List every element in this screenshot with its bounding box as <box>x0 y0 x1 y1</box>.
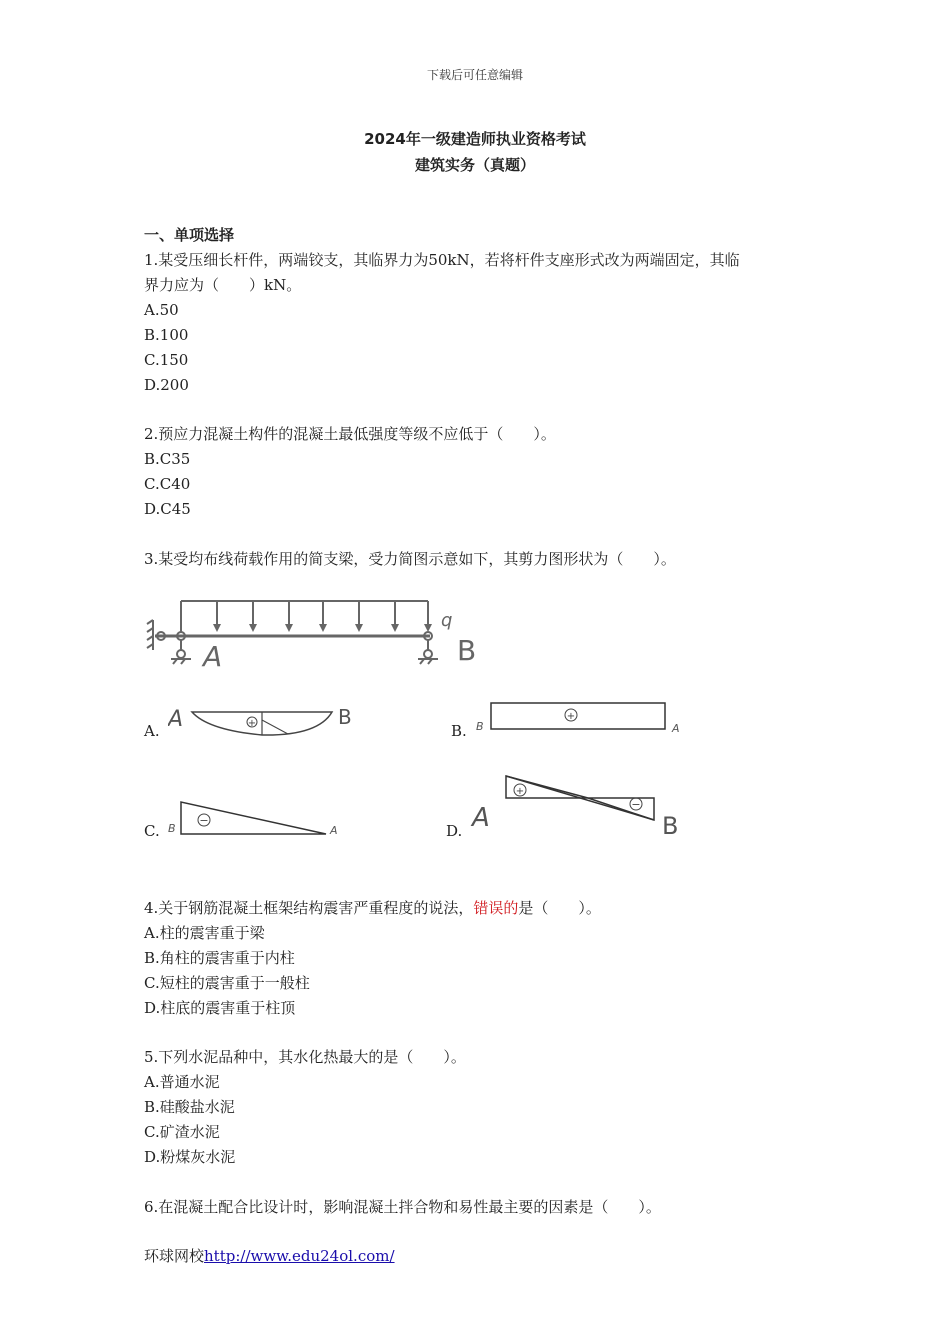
support-label-a: A <box>203 640 223 668</box>
diagram-c-left-label: B <box>168 822 176 835</box>
footer-link[interactable]: http://www.edu24ol.com/ <box>204 1247 395 1265</box>
diagram-c-right-label: A <box>330 824 338 837</box>
diagram-b-right-label: A <box>672 722 680 735</box>
q4-stem-after: 是（ ）。 <box>518 899 601 917</box>
q4-stem-before: 4.关于钢筋混凝土框架结构震害严重程度的说法， <box>144 899 474 917</box>
q3-option-a-label: A. <box>144 722 160 740</box>
q5-stem: 5.下列水泥品种中，其水化热最大的是（ ）。 <box>144 1048 466 1066</box>
q2-option-d: D.C45 <box>144 500 191 518</box>
q3-option-c-label: C. <box>144 822 160 840</box>
section-title: 一、单项选择 <box>144 226 235 244</box>
diagram-a-sign: + <box>247 718 257 729</box>
q1-option-b: B.100 <box>144 326 189 344</box>
shear-diagram-b <box>474 698 689 740</box>
q2-option-c: C.C40 <box>144 475 191 493</box>
q4-option-b: B.角柱的震害重于内柱 <box>144 949 295 967</box>
support-label-b: B <box>457 634 477 667</box>
shear-diagram-c <box>166 798 346 840</box>
q4-option-c: C.短柱的震害重于一般柱 <box>144 974 310 992</box>
q3-option-b-label: B. <box>451 722 467 740</box>
q5-option-d: D.粉煤灰水泥 <box>144 1148 236 1166</box>
q2-option-b: B.C35 <box>144 450 191 468</box>
q5-option-b: B.硅酸盐水泥 <box>144 1098 235 1116</box>
q4-stem-highlight: 错误的 <box>473 899 519 917</box>
exam-subtitle: 建筑实务（真题） <box>414 156 535 174</box>
q4-option-d: D.柱底的震害重于柱顶 <box>144 999 296 1017</box>
q3-stem: 3.某受均布线荷载作用的简支梁，受力简图示意如下，其剪力图形状为（ ）。 <box>144 550 676 568</box>
q1-option-d: D.200 <box>144 376 189 394</box>
header-note: 下载后可任意编辑 <box>426 68 523 82</box>
q5-option-c: C.矿渣水泥 <box>144 1123 220 1141</box>
diagram-d-right-label: B <box>662 812 679 840</box>
q6-stem: 6.在混凝土配合比设计时，影响混凝土拌合物和易性最主要的因素是（ ）。 <box>144 1198 661 1216</box>
shear-diagram-d <box>470 768 690 840</box>
beam-diagram <box>145 592 495 668</box>
diagram-a-left-label: A <box>168 707 184 732</box>
q1-stem-line2: 界力应为（ ）kN。 <box>144 276 302 294</box>
q4-stem <box>144 896 601 921</box>
q1-stem-line1: 1.某受压细长杆件，两端铰支，其临界力为50kN，若将杆件支座形式改为两端固定，其临 <box>144 251 740 269</box>
q1-option-a: A.50 <box>144 301 179 319</box>
diagram-c-sign: − <box>199 814 209 827</box>
q4-option-a: A.柱的震害重于梁 <box>144 924 265 942</box>
footer <box>144 1244 395 1269</box>
diagram-b-left-label: B <box>476 720 484 733</box>
q2-stem: 2.预应力混凝土构件的混凝土最低强度等级不应低于（ ）。 <box>144 425 556 443</box>
diagram-b-sign: + <box>566 711 576 722</box>
diagram-d-left-label: A <box>472 803 490 833</box>
diagram-a-right-label: B <box>338 705 352 729</box>
diagram-d-sign-right: − <box>631 798 641 811</box>
exam-title: 2024年一级建造师执业资格考试 <box>364 130 586 148</box>
footer-label: 环球网校 <box>144 1247 205 1265</box>
diagram-d-sign-left: + <box>515 786 525 797</box>
q5-option-a: A.普通水泥 <box>144 1073 220 1091</box>
load-label-q: q <box>441 610 453 631</box>
shear-diagram-a <box>168 700 368 740</box>
q1-option-c: C.150 <box>144 351 189 369</box>
q3-option-d-label: D. <box>446 822 463 840</box>
